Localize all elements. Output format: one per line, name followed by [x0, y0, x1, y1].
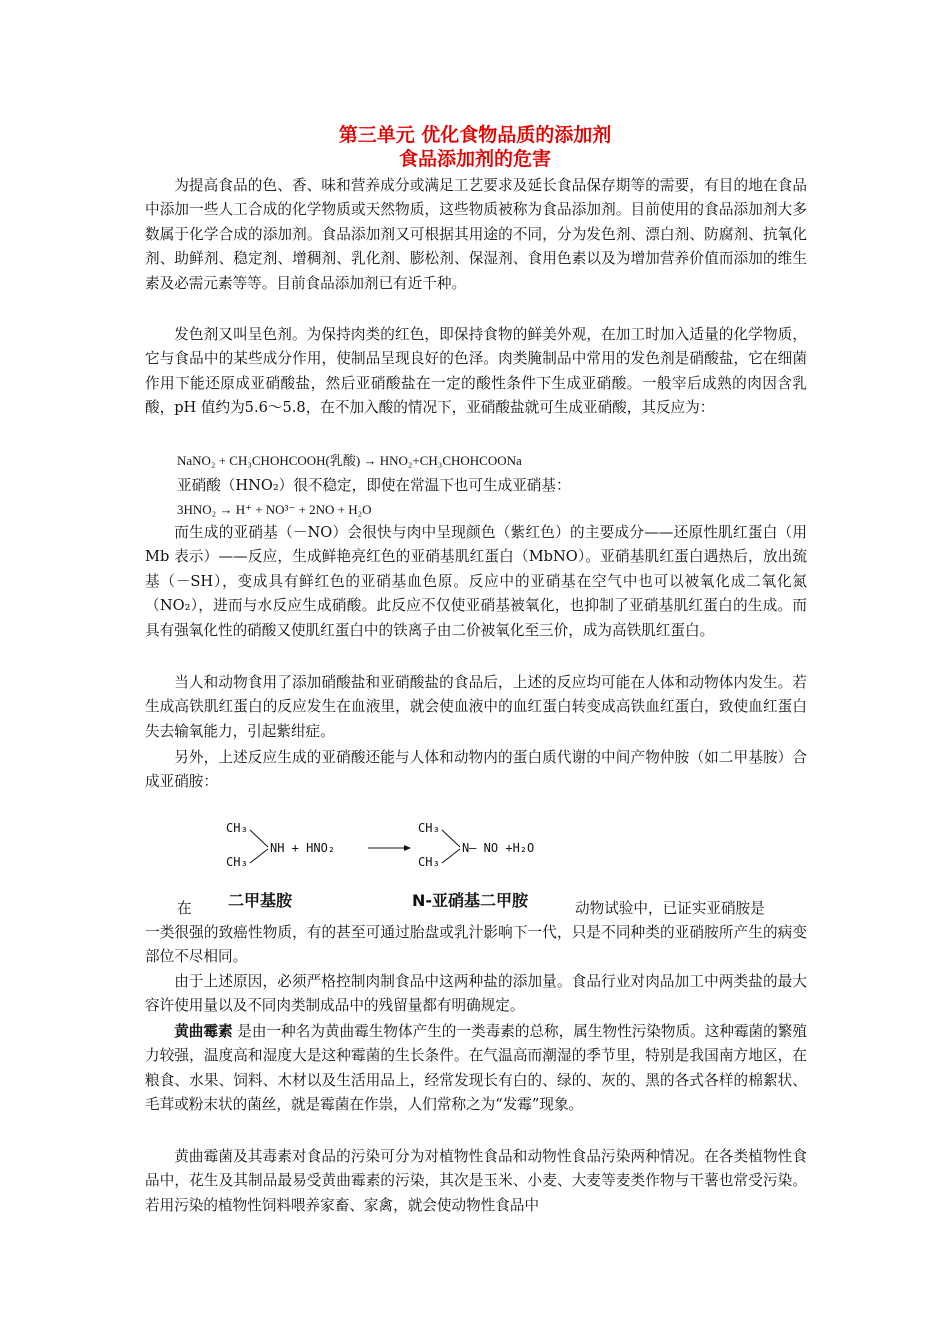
paragraph-cancer-end: 动物试验中，已证实亚硝胺是	[575, 900, 765, 917]
title-line-2: 食品添加剂的危害	[398, 148, 551, 170]
reaction-arrow-head	[404, 845, 411, 851]
fig-ch3-bottom-left: CH₃	[226, 855, 248, 869]
fig-bond-line	[442, 830, 460, 847]
paragraph-contamination: 黄曲霉菌及其毒素对食品的污染可分为对植物性食品和动物性食品污染两种情况。在各类植物性食品中，花生及其制品最易受黄曲霉素的污染，其次是玉米、小麦、大麦等麦类作物与干薯也常受污染。若用污染的植物性饲料喂养家畜、家禽，就会使动物性食品中	[145, 1148, 807, 1214]
paragraph-intro: 为提高食品的色、香、味和营养成分或满足工艺要求及延长食品保存期等的需要，有目的地在食品中添加一些人工合成的化学物质或天然物质，这些物质被称为食品添加剂。目前使用的食品添加剂大多数属于化学合成的添加剂。食品添加剂又可根据其用途的不同，分为发色剂、漂白剂、防腐剂、抗氧化剂、助鲜剂、稳定剂、增稠剂、乳化剂、膨松剂、保湿剂、食用色素以及为增加营养价值而添加的维生素及必需元素等等。目前食品添加剂已有近千种。	[145, 177, 807, 292]
equation-2-text: 亚硝酸（HNO₂）很不稳定，即使在常温下也可生成亚硝基：	[177, 477, 571, 494]
fig-label-dimethylamine: 二甲基胺	[228, 891, 293, 910]
equation-3: 3HNO₂ → H⁺ + NO³⁻ + 2NO + H₂O	[177, 502, 372, 517]
fig-ch3-bottom-right: CH₃	[418, 855, 440, 869]
fig-bond-line	[250, 849, 268, 863]
paragraph-nitrosamine: 另外，上述反应生成的亚硝酸还能与人体和动物内的蛋白质代谢的中间产物仲胺（如二甲基胺）合成亚硝胺：	[145, 749, 807, 791]
reaction-diagram	[222, 808, 564, 918]
title-line-1: 第三单元 优化食物品质的添加剂	[338, 124, 612, 146]
fig-label-nitrosodimethylamine: N-亚硝基二甲胺	[412, 891, 529, 910]
fig-ch3-top-left: CH₃	[226, 821, 248, 835]
fig-reactants: NH + HNO₂	[270, 841, 336, 855]
fig-bond-line	[250, 830, 268, 847]
aflatoxin-text: 是由一种名为黄曲霉生物体产生的一类毒素的总称，属生物性污染物质。这种霉菌的繁殖力较强，温度高和湿度大是这种霉菌的生长条件。在气温高而潮湿的季节里，特别是我国南方地区，在粮食、水果、饲料、木材以及生活用品上，经常发现长有白的、绿的、灰的、黑的各式各样的棉絮状、毛茸或粉末状的菌丝，就是霉菌在作祟，人们常称之为“发霉”现象。	[145, 1023, 807, 1114]
paragraph-color-agent: 发色剂又叫呈色剂。为保持肉类的红色，即保持食物的鲜美外观，在加工时加入适量的化学物质，它与食品中的某些成分作用，使制品呈现良好的色泽。肉类腌制品中常用的发色剂是硝酸盐，它在细菌作用下能还原成亚硝酸盐，然后亚硝酸盐在一定的酸性条件下生成亚硝酸。一般宰后成熟的肉因含乳酸，pH 值约为5.6～5.8，在不加入酸的情况下，亚硝酸盐就可生成亚硝酸，其反应为：	[145, 326, 807, 417]
equation-1: NaNO₂ + CH₃CHOHCOOH(乳酸) → HNO₂+CH₃CHOHCOONa	[177, 453, 522, 468]
paragraph-cancer: 一类很强的致癌性物质，有的甚至可通过胎盘或乳汁影响下一代，只是不同种类的亚硝胺所产生的病变部位不尽相同。	[145, 924, 807, 966]
paragraph-aflatoxin	[145, 1020, 807, 1118]
fig-ch3-top-right: CH₃	[418, 821, 440, 835]
paragraph-control: 由于上述原因，必须严格控制肉制食品中这两种盐的添加量。食品行业对肉品加工中两类盐的最大容许使用量以及不同肉类制成品中的残留量都有明确规定。	[145, 973, 807, 1015]
aflatoxin-term: 黄曲霉素	[174, 1023, 233, 1040]
paragraph-health: 当人和动物食用了添加硝酸盐和亚硝酸盐的食品后，上述的反应均可能在人体和动物体内发生。若生成高铁肌红蛋白的反应发生在血液里，就会使血液中的血红蛋白转变成高铁血红蛋白，致使血红蛋白失去输氧能力，引起紫绀症。	[145, 674, 807, 740]
paragraph-nitroso: 而生成的亚硝基（－NO）会很快与肉中呈现颜色（紫红色）的主要成分——还原性肌红蛋白（用Mb 表示）——反应，生成鲜艳亮红色的亚硝基肌红蛋白（MbNO）。亚硝基肌红蛋白遇热后，放出巯基（－SH），变成具有鲜红色的亚硝基血色原。反应中的亚硝基在空气中也可以被氧化成二氧化氮（NO₂），进而与水反应生成硝酸。此反应不仅使亚硝基被氧化，也抑制了亚硝基肌红蛋白的生成。而具有强氧化性的硝酸又使肌红蛋白中的铁离子由二价被氧化至三价，成为高铁肌红蛋白。	[145, 524, 807, 639]
fig-products: N— NO +H₂O	[462, 841, 535, 855]
paragraph-cancer-start: 在	[177, 900, 192, 917]
fig-bond-line	[442, 849, 460, 863]
